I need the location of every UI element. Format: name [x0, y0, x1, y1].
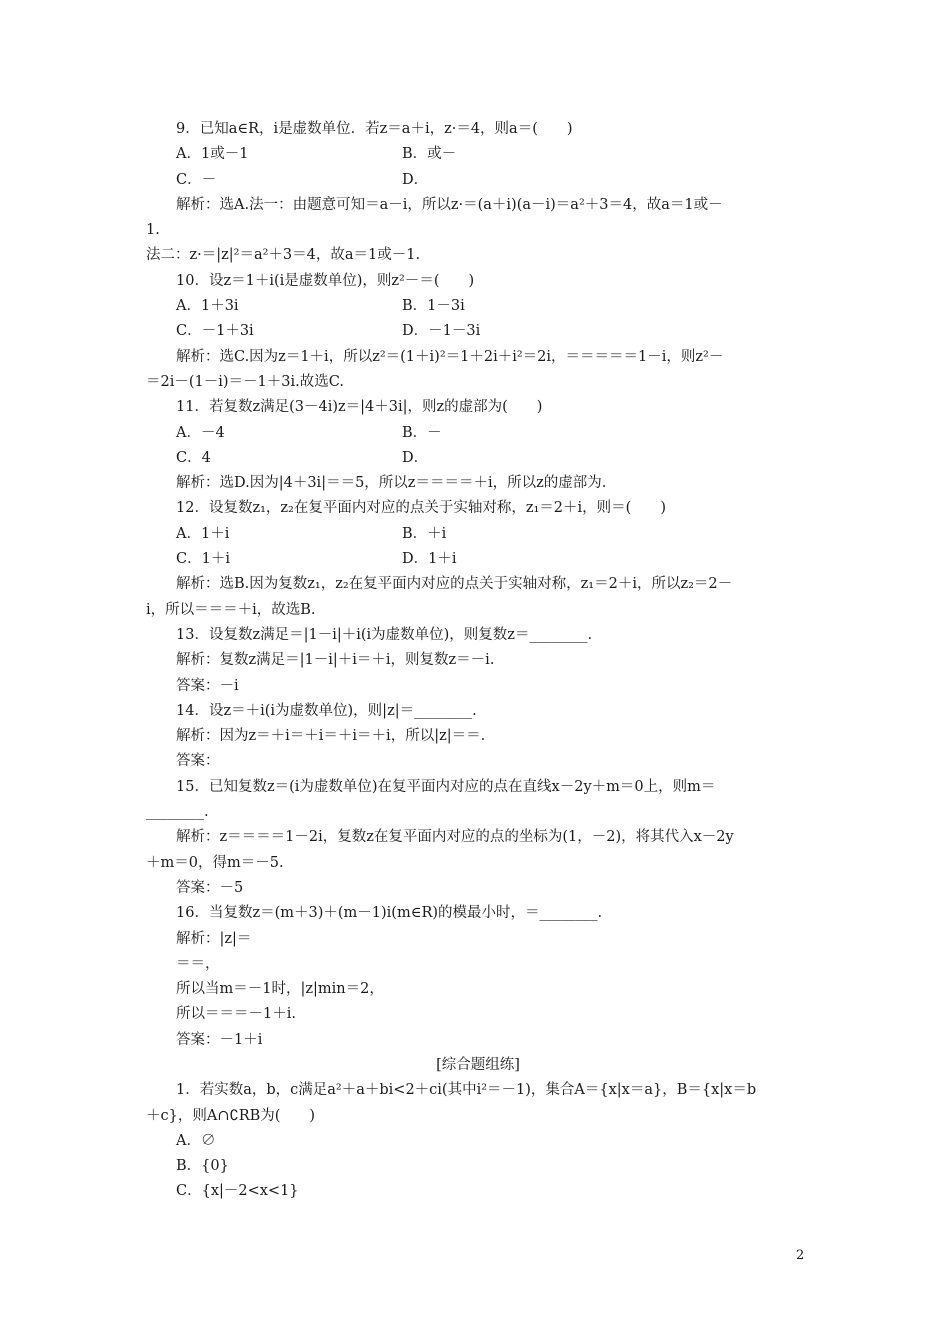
option-row: [146, 522, 810, 547]
text-line: B．{0}: [176, 1158, 229, 1175]
text-line: 11．若复数z满足(3－4i)z＝|4＋3i|，则z的虚部为( ): [176, 399, 543, 416]
text-line: 解析：因为z＝＋i＝＋i＝＋i＝＋i，所以|z|＝＝.: [176, 728, 486, 745]
text-line: 解析：选D.因为|4＋3i|＝＝5，所以z＝＝＝＝＋i，所以z的虚部为.: [176, 475, 607, 492]
text-line: 答案：－i: [176, 677, 239, 694]
text-line: 所以＝＝＝－1＋i.: [176, 1006, 296, 1023]
text-line: ＝＝，: [176, 955, 220, 972]
text-line: 解析：|z|＝: [176, 930, 252, 947]
text-line: 9．已知a∈R，i是虚数单位．若z＝a＋i，z·＝4，则a＝( ): [176, 121, 573, 137]
option-row: [146, 421, 810, 446]
text-line: C．{x|－2<x<1}: [176, 1183, 299, 1200]
option-right: B．或－: [402, 146, 457, 163]
option-right: B．＋i: [402, 525, 447, 542]
option-right: B．1－3i: [402, 298, 465, 315]
option-left: A．1＋3i: [176, 298, 239, 315]
option-left: A．－4: [176, 424, 225, 441]
text-line: 13．设复数z满足＝|1－i|＋i(i为虚数单位)，则复数z＝________.: [176, 626, 593, 643]
text-line: 16．当复数z＝(m＋3)＋(m－1)i(m∈R)的模最小时，＝________.: [176, 905, 603, 922]
page-number: 2: [796, 1248, 805, 1263]
option-left: A．1或－1: [176, 146, 249, 163]
text-line: A．∅: [176, 1132, 216, 1149]
text-line: 12．设复数z₁，z₂在复平面内对应的点关于实轴对称，z₁＝2＋i，则＝( ): [176, 500, 666, 517]
option-row: [146, 294, 810, 319]
text-line: ＝2i－(1－i)＝－1＋3i.故选C.: [146, 373, 344, 390]
text-line: 答案：－5: [176, 879, 244, 896]
option-right: B．－: [402, 424, 442, 441]
option-left: C．－: [176, 171, 217, 188]
text-line: 15．已知复数z＝(i为虚数单位)在复平面内对应的点在直线x－2y＋m＝0上，则m＝: [176, 778, 716, 795]
text-line: 解析：复数z满足＝|1－i|＋i＝＋i，则复数z＝－i.: [176, 652, 495, 669]
text-line: 解析：选C.因为z＝1＋i，所以z²＝(1＋i)²＝1＋2i＋i²＝2i，＝＝＝＝＝1－i，则z²－: [176, 348, 724, 365]
option-right: D．: [402, 171, 429, 188]
option-left: A．1＋i: [176, 525, 230, 542]
text-line: 法二：z·＝|z|²＝a²＋3＝4，故a＝1或－1.: [146, 247, 421, 264]
text-line: 所以当m＝－1时，|z|min＝2，: [176, 981, 384, 998]
text-line: 解析：选B.因为复数z₁，z₂在复平面内对应的点关于实轴对称，z₁＝2＋i，所以z₂＝2－: [176, 576, 733, 593]
text-line: 答案：－1＋i: [176, 1031, 263, 1048]
option-row: [146, 168, 810, 193]
option-row: [146, 319, 810, 344]
option-row: [146, 142, 810, 167]
option-right: D．－1－3i: [402, 323, 481, 340]
option-row: [146, 446, 810, 471]
text-line: 答案：: [176, 753, 220, 770]
text-line: 1．若实数a，b，c满足a²＋a＋bi<2＋ci(其中i²＝－1)，集合A＝{x|x＝a}，B＝{x|x＝b: [176, 1082, 757, 1099]
text-line: ________.: [146, 804, 209, 821]
option-right: D．1＋i: [402, 551, 457, 568]
text-line: 1.: [146, 222, 160, 239]
option-right: D．: [402, 449, 429, 466]
text-line: ＋c}，则A∩∁RB为( ): [146, 1107, 316, 1124]
text-line: 14．设z＝＋i(i为虚数单位)，则|z|＝________.: [176, 702, 477, 719]
option-left: C．－1＋3i: [176, 323, 254, 340]
section-heading: [综合题组练]: [436, 1056, 520, 1073]
text-line: 10．设z＝1＋i(i是虚数单位)，则z²－＝( ): [176, 272, 475, 289]
text-line: ＋m＝0，得m＝－5.: [146, 854, 284, 871]
option-row: [146, 547, 810, 572]
text-line: 解析：z＝＝＝＝1－2i，复数z在复平面内对应的点的坐标为(1，－2)，将其代入x－2y: [176, 829, 734, 846]
text-line: 解析：选A.法一：由题意可知＝a－i，所以z·＝(a＋i)(a－i)＝a²＋3＝4，故a＝1或－: [176, 196, 723, 213]
option-left: C．1＋i: [176, 551, 230, 568]
text-line: i，所以＝＝＝＋i，故选B.: [146, 601, 316, 618]
document-body: [146, 117, 810, 1205]
option-left: C．4: [176, 449, 211, 466]
